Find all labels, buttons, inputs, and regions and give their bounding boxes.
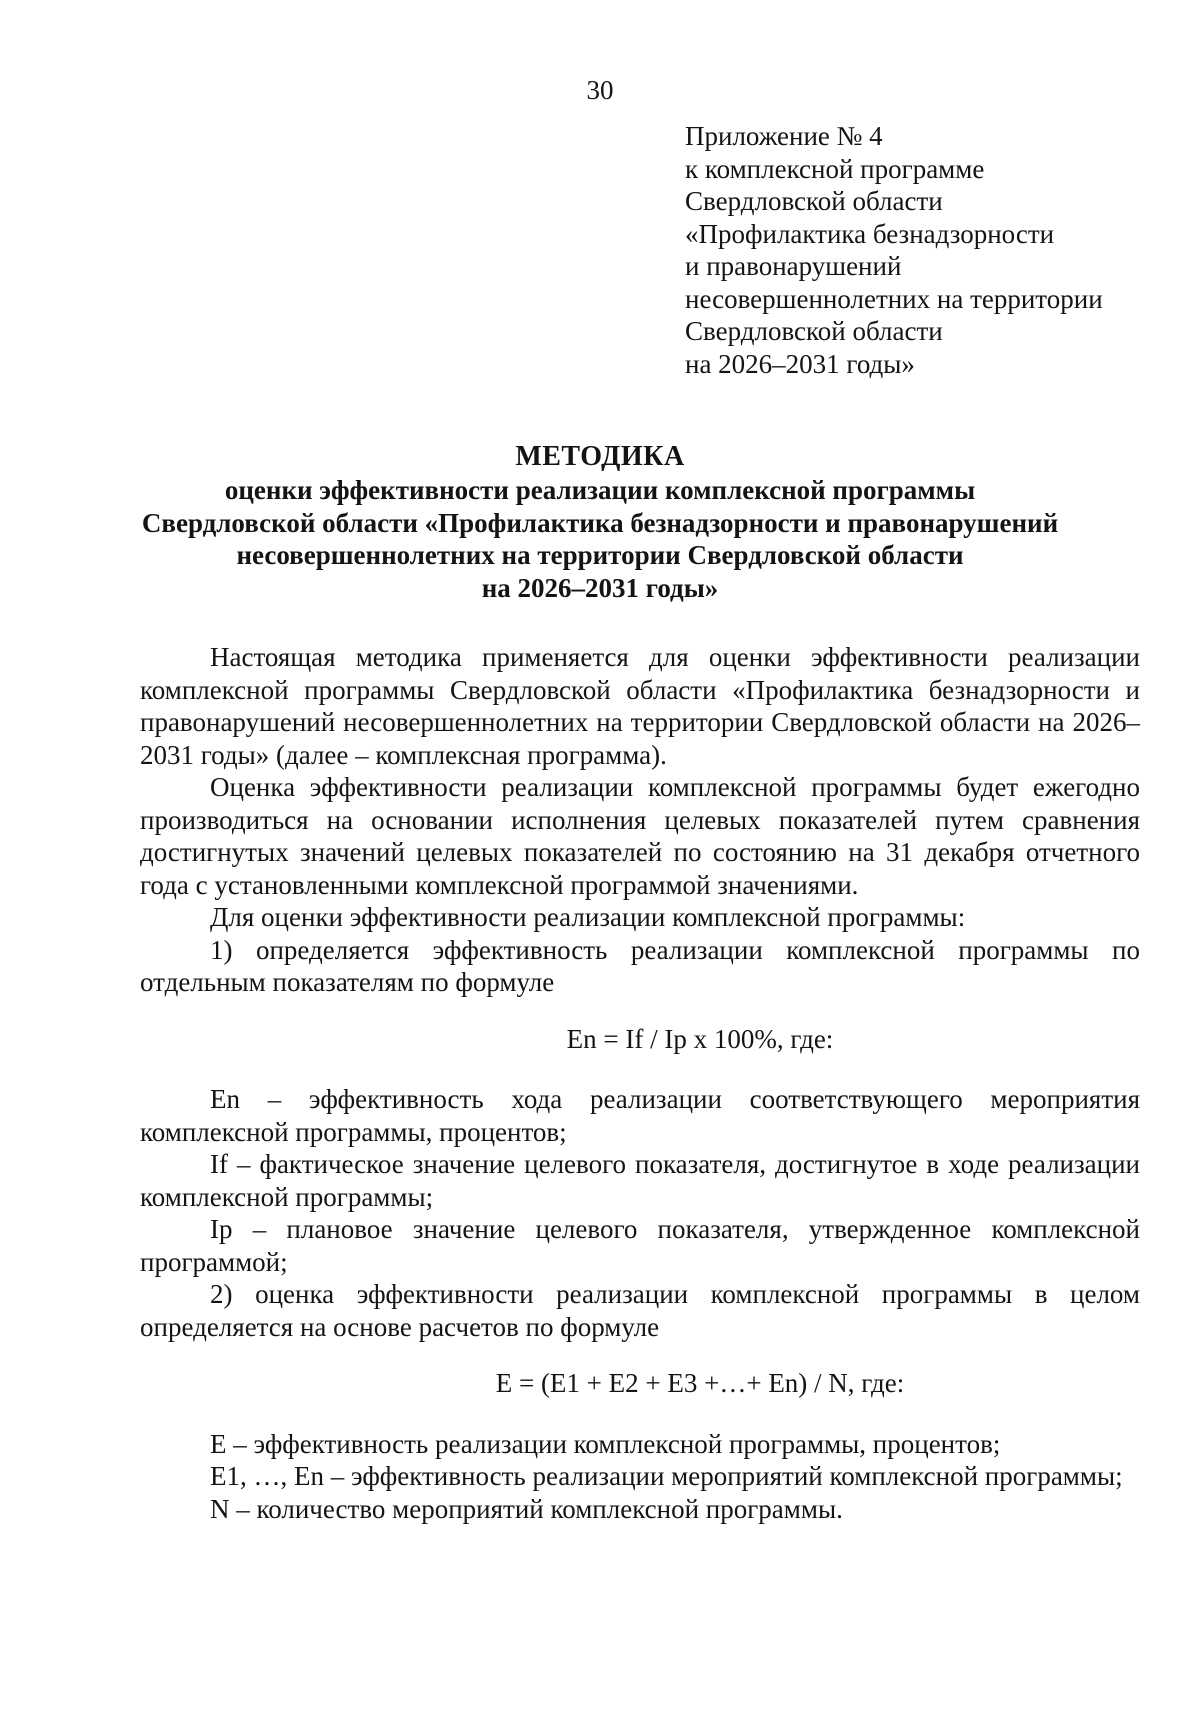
appendix-line: Свердловской области — [685, 186, 943, 216]
appendix-line: к комплексной программе — [685, 153, 985, 184]
paragraph: Для оценки эффективности реализации комплексной программы: — [210, 902, 966, 932]
paragraph: En – эффективность хода реализации соответствующего мероприятия комплексной программы, процентов; — [140, 1084, 1140, 1147]
paragraph: Настоящая методика применяется для оценки эффективности реализации комплексной программы Свердловской области «Профилактика безнадзорности и правонарушений несовершеннолетних на территории Свердловской области на 2026–2031 годы» (далее – комплексная программа). — [140, 642, 1140, 770]
paragraph: Оценка эффективности реализации комплексной программы будет ежегодно производиться на основании исполнения целевых показателей путем сравнения достигнутых значений целевых показателей по состоянию на 31 декабря отчетного года с установленными комплексной программой значениями. — [140, 772, 1140, 900]
title-main: МЕТОДИКА — [515, 441, 685, 472]
paragraph: 2) оценка эффективности реализации комплексной программы в целом определяется на основе расчетов по формуле — [140, 1279, 1140, 1342]
appendix-line: Приложение № 4 — [685, 121, 883, 151]
paragraph: 1) определяется эффективность реализации комплексной программы по отдельным показателям по формуле — [140, 934, 1140, 997]
title-line: Свердловской области «Профилактика безнадзорности и правонарушений — [141, 507, 1059, 538]
paragraph: N – количество мероприятий комплексной программы. — [210, 1493, 843, 1524]
title-line: оценки эффективности реализации комплексной программы — [224, 475, 976, 505]
page-number: 30 — [586, 75, 614, 105]
appendix-header — [685, 120, 1165, 380]
formula-individual: En = If / Ip x 100%, где: — [566, 1023, 834, 1054]
title-line: несовершеннолетних на территории Свердловской области — [236, 540, 964, 570]
appendix-line: на 2026–2031 годы» — [685, 348, 915, 379]
paragraph: E1, …, En – эффективность реализации мероприятий комплексной программы; — [210, 1461, 1123, 1491]
title-line: на 2026–2031 годы» — [481, 572, 719, 603]
paragraph: If – фактическое значение целевого показателя, достигнутое в ходе реализации комплексной программы; — [140, 1149, 1140, 1212]
appendix-line: несовершеннолетних на территории — [685, 283, 1103, 314]
paragraph: E – эффективность реализации комплексной программы, процентов; — [210, 1428, 1001, 1459]
appendix-line: Свердловской области — [685, 316, 943, 346]
formula-overall: E = (E1 + E2 + E3 +…+ En) / N, где: — [495, 1368, 905, 1398]
document-title — [80, 440, 1120, 604]
appendix-line: и правонарушений — [685, 251, 902, 281]
paragraph: Ip – плановое значение целевого показателя, утвержденное комплексной программой; — [140, 1214, 1140, 1277]
document-body — [140, 641, 1140, 1525]
appendix-line: «Профилактика безнадзорности — [685, 218, 1055, 249]
